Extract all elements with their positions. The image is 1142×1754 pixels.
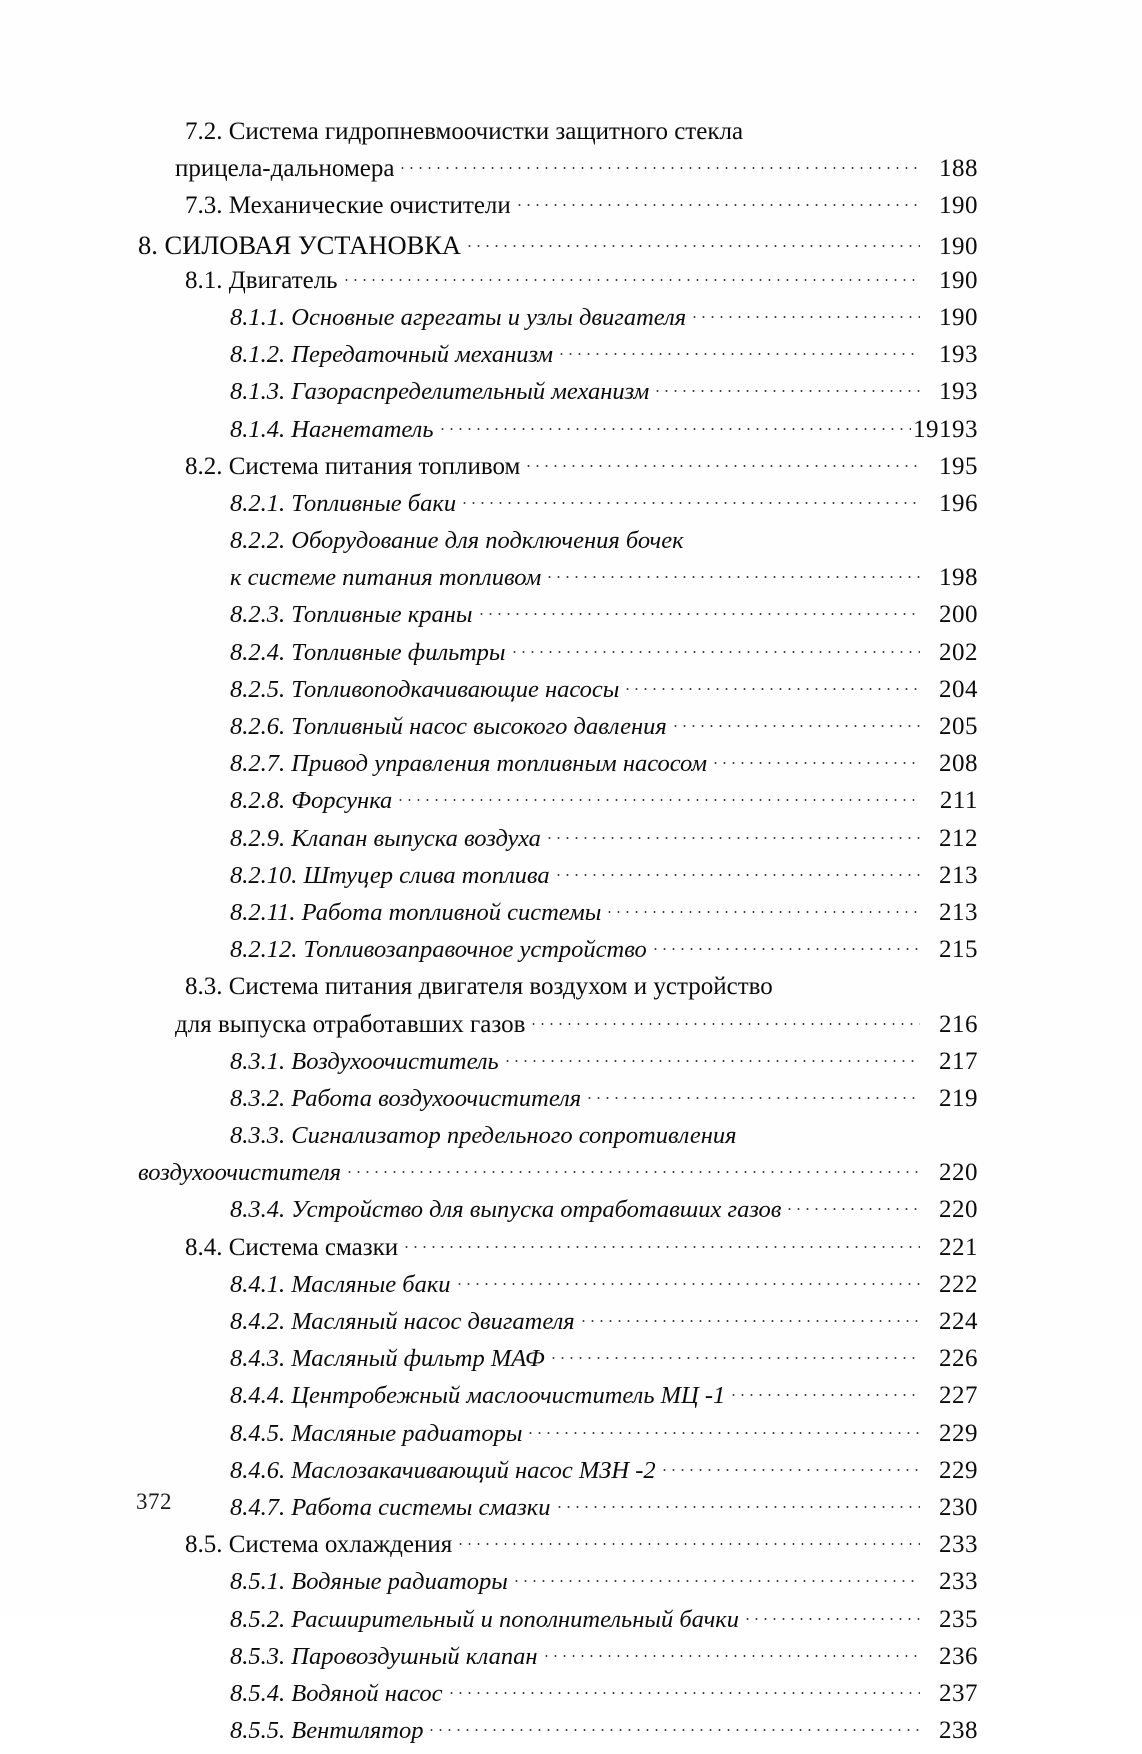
- toc-entry-label: 8.4.4. Центробежный маслоочиститель МЦ -1: [230, 1382, 726, 1410]
- toc-entry-label: 8.4.3. Масляный фильтр МАФ: [230, 1345, 545, 1373]
- toc-entry-page-number: 226: [939, 1345, 978, 1373]
- toc-entry-page-number: 208: [939, 750, 978, 778]
- toc-entry[interactable]: [138, 1196, 978, 1233]
- toc-entry-label: 7.3. Механические очистители: [185, 192, 511, 220]
- toc-entry[interactable]: [138, 527, 978, 564]
- toc-dot-leader: [545, 830, 920, 846]
- toc-entry-label: 8.4.5. Масляные радиаторы: [230, 1419, 523, 1447]
- toc-entry[interactable]: [138, 1048, 978, 1085]
- toc-entry-label: 8.2.2. Оборудование для подключения бочек: [230, 527, 684, 555]
- toc-entry-label: для выпуска отработавших газов: [175, 1010, 526, 1038]
- toc-entry-page-number: 193: [939, 378, 978, 406]
- toc-dot-leader: [503, 1053, 920, 1069]
- toc-entry-label: 8.2.5. Топливоподкачивающие насосы: [230, 675, 620, 703]
- toc-entry-label: 8.3.3. Сигнализатор предельного сопротивления: [230, 1122, 737, 1150]
- toc-entry[interactable]: [138, 1122, 978, 1159]
- toc-entry[interactable]: [138, 304, 978, 341]
- footer-page-number: 372: [136, 1489, 172, 1514]
- toc-dot-leader: [398, 160, 920, 176]
- toc-entry-label: 8.2.8. Форсунка: [230, 787, 393, 815]
- toc-entry-label: 8.5.3. Паровоздушный клапан: [230, 1642, 538, 1670]
- toc-dot-leader: [477, 606, 920, 622]
- toc-entry-label: 8.2.9. Клапан выпуска воздуха: [230, 824, 541, 852]
- toc-dot-leader: [545, 569, 920, 585]
- toc-entry-page-number: 219: [939, 1084, 978, 1112]
- toc-dot-leader: [427, 1722, 920, 1738]
- toc-entry-label: 8.2.10. Штуцер слива топлива: [230, 861, 550, 889]
- toc-entry-label: 8.5.5. Вентилятор: [230, 1717, 424, 1745]
- toc-dot-leader: [345, 1164, 920, 1180]
- toc-dot-leader: [743, 1611, 920, 1627]
- toc-entry[interactable]: [138, 155, 978, 192]
- toc-entry-label: 8.5.1. Водяные радиаторы: [230, 1568, 508, 1596]
- toc-entry-page-number: 237: [939, 1679, 978, 1707]
- toc-entry-label: 8.1.3. Газораспределительный механизм: [230, 378, 650, 406]
- toc-entry-label: 8.2.6. Топливный насос высокого давления: [230, 713, 667, 740]
- toc-entry[interactable]: [138, 1494, 978, 1531]
- toc-entry[interactable]: [138, 1643, 978, 1680]
- toc-dot-leader: [396, 792, 920, 808]
- toc-entry[interactable]: [138, 378, 978, 415]
- toc-entry[interactable]: [138, 936, 978, 973]
- toc-entry-page-number: 202: [939, 638, 978, 666]
- toc-dot-leader: [741, 1127, 920, 1143]
- toc-entry[interactable]: [138, 267, 978, 304]
- toc-entry-page-number: 236: [939, 1642, 978, 1670]
- toc-dot-leader: [653, 383, 920, 399]
- toc-entry-label: воздухоочистителя: [138, 1159, 342, 1187]
- toc-entry[interactable]: [138, 1345, 978, 1382]
- toc-dot-leader: [555, 1499, 921, 1515]
- toc-entry[interactable]: [138, 453, 978, 490]
- toc-entry-label: 8.1. Двигатель: [185, 266, 338, 294]
- toc-entry-page-number: 216: [939, 1010, 978, 1038]
- toc-entry[interactable]: [138, 1420, 978, 1457]
- toc-entry-label: 7.2. Система гидропневмоочистки защитного стекла: [185, 118, 744, 145]
- toc-entry[interactable]: [138, 490, 978, 527]
- toc-entry-page-number: 221: [939, 1233, 978, 1261]
- toc-entry-page-number: 190: [939, 303, 978, 331]
- toc-entry-label: 8.3. Система питания двигателя воздухом и устройство: [185, 973, 773, 1001]
- toc-entry-page-number: 190: [939, 232, 978, 260]
- toc-dot-leader: [549, 1350, 920, 1366]
- toc-entry-page-number: 213: [939, 898, 978, 926]
- toc-entry-label: 8.1.1. Основные агрегаты и узлы двигателя: [230, 303, 687, 331]
- toc-entry[interactable]: [138, 787, 978, 824]
- toc-entry-page-number: 230: [939, 1493, 978, 1521]
- toc-entry-page-number: 229: [939, 1456, 978, 1484]
- toc-entry[interactable]: [138, 341, 978, 378]
- toc-entry[interactable]: [138, 1011, 978, 1048]
- toc-entry[interactable]: [138, 1680, 978, 1717]
- toc-dot-leader: [605, 904, 920, 920]
- toc-dot-leader: [660, 1462, 920, 1478]
- toc-entry-label: 8. СИЛОВАЯ УСТАНОВКА: [138, 229, 462, 260]
- toc-dot-leader: [524, 458, 920, 474]
- toc-entry-label: 8.2.4. Топливные фильтры: [230, 638, 506, 666]
- toc-entry[interactable]: [138, 230, 978, 267]
- toc-entry[interactable]: [138, 862, 978, 899]
- toc-entry-page-number: 215: [939, 936, 978, 964]
- toc-entry[interactable]: [138, 713, 978, 750]
- toc-dot-leader: [777, 978, 920, 994]
- toc-entry-page-number: 205: [939, 713, 978, 740]
- toc-entry[interactable]: [138, 1271, 978, 1308]
- toc-entry[interactable]: [138, 118, 978, 155]
- toc-entry[interactable]: [138, 1308, 978, 1345]
- toc-entry[interactable]: [138, 601, 978, 638]
- toc-entry[interactable]: [138, 1568, 978, 1605]
- toc-entry-label: 8.1.2. Передаточный механизм: [230, 341, 554, 369]
- toc-dot-leader: [747, 123, 920, 139]
- toc-entry-page-number: 220: [939, 1196, 978, 1224]
- toc-entry-label: 8.1.4. Нагнетатель: [230, 415, 434, 443]
- toc-entry-page-number: 235: [939, 1605, 978, 1633]
- toc-entry[interactable]: [138, 1234, 978, 1271]
- toc-entry-page-number: 212: [939, 824, 978, 852]
- toc-entry[interactable]: [138, 1382, 978, 1419]
- toc-dot-leader: [729, 1387, 920, 1403]
- toc-entry-label: 8.4.7. Работа системы смазки: [230, 1493, 551, 1521]
- toc-dot-leader: [688, 532, 920, 548]
- toc-entry-page-number: 190: [939, 192, 978, 220]
- toc-dot-leader: [651, 941, 920, 957]
- toc-dot-leader: [460, 495, 920, 511]
- toc-entry-page-number: 233: [939, 1531, 978, 1559]
- toc-entry-label: 8.2.1. Топливные баки: [230, 489, 457, 517]
- toc-entry-page-number: 188: [939, 155, 978, 183]
- toc-entry-page-number: 190: [939, 266, 978, 294]
- toc-entry-label: 8.4.6. Маслозакачивающий насос МЗН -2: [230, 1456, 656, 1484]
- toc-entry[interactable]: [138, 825, 978, 862]
- toc-entry-label: 8.3.4. Устройство для выпуска отработавших газов: [230, 1196, 782, 1224]
- toc-dot-leader: [342, 272, 920, 288]
- toc-entry-page-number: 211: [939, 787, 978, 815]
- toc-entry-page-number: 19193: [913, 415, 978, 443]
- toc-dot-leader: [711, 755, 920, 771]
- toc-dot-leader: [512, 1573, 920, 1589]
- toc-entry[interactable]: [138, 192, 978, 229]
- toc-entry[interactable]: [138, 639, 978, 676]
- toc-entry[interactable]: [138, 750, 978, 787]
- toc-entry-page-number: 238: [939, 1717, 978, 1745]
- toc-entry-label: к системе питания топливом: [230, 564, 542, 592]
- toc-entry-page-number: 213: [939, 861, 978, 889]
- toc-entry[interactable]: [138, 1457, 978, 1494]
- toc-dot-leader: [526, 1425, 920, 1441]
- toc-entry-page-number: 222: [939, 1270, 978, 1298]
- toc-dot-leader: [579, 1313, 920, 1329]
- toc-entry[interactable]: [138, 899, 978, 936]
- toc-entry-label: 8.3.2. Работа воздухоочистителя: [230, 1084, 582, 1112]
- toc-dot-leader: [455, 1276, 920, 1292]
- toc-dot-leader: [515, 197, 920, 213]
- toc-entry-page-number: 224: [939, 1308, 978, 1335]
- toc-dot-leader: [456, 1536, 920, 1552]
- toc-entry-page-number: 193: [939, 341, 978, 369]
- toc-entry-label: 8.5.2. Расширительный и пополнительный бачки: [230, 1605, 739, 1633]
- toc-dot-leader: [529, 1016, 920, 1032]
- toc-entry-label: 8.2.11. Работа топливной системы: [230, 898, 602, 926]
- toc-entry-page-number: 200: [939, 601, 978, 629]
- toc-entry-page-number: 227: [939, 1382, 978, 1410]
- toc-dot-leader: [554, 867, 920, 883]
- toc-entry-page-number: 229: [939, 1419, 978, 1447]
- toc-dot-leader: [402, 1239, 920, 1255]
- toc-entry-page-number: 196: [939, 489, 978, 517]
- toc-entry-page-number: 217: [939, 1047, 978, 1075]
- toc-entry-label: прицела-дальномера: [175, 155, 395, 183]
- toc-entry-page-number: 233: [939, 1568, 978, 1596]
- toc-entry-label: 8.4.1. Масляные баки: [230, 1270, 451, 1298]
- toc-entry[interactable]: [138, 564, 978, 601]
- toc-entry-label: 8.5. Система охлаждения: [185, 1531, 453, 1559]
- toc-entry-page-number: 198: [939, 564, 978, 592]
- toc-entry-label: 8.2.12. Топливозаправочное устройство: [230, 936, 647, 964]
- toc-entry-label: 8.3.1. Воздухоочиститель: [230, 1047, 499, 1075]
- toc-entry[interactable]: [138, 973, 978, 1010]
- toc-dot-leader: [557, 346, 920, 362]
- toc-dot-leader: [623, 681, 920, 697]
- toc-entry-label: 8.4. Система смазки: [185, 1233, 399, 1261]
- toc-entry[interactable]: [138, 416, 978, 453]
- toc-entry-label: 8.4.2. Масляный насос двигателя: [230, 1308, 575, 1335]
- toc-entry[interactable]: [138, 1606, 978, 1643]
- toc-entry-label: 8.2.7. Привод управления топливным насосом: [230, 750, 707, 778]
- toc-dot-leader: [671, 718, 920, 734]
- toc-entry[interactable]: [138, 1531, 978, 1568]
- toc-entry-label: 8.2. Система питания топливом: [185, 452, 521, 480]
- toc-entry-page-number: 195: [939, 452, 978, 480]
- toc-dot-leader: [542, 1648, 920, 1664]
- toc-entry[interactable]: [138, 1159, 978, 1196]
- toc-entry-page-number: 204: [939, 675, 978, 703]
- toc-entry-label: 8.5.4. Водяной насос: [230, 1679, 443, 1707]
- toc-entry-label: 8.2.3. Топливные краны: [230, 601, 473, 629]
- toc-entry[interactable]: [138, 1717, 978, 1754]
- toc-dot-leader: [690, 309, 920, 325]
- toc-dot-leader: [585, 1090, 920, 1106]
- toc-dot-leader: [510, 644, 921, 660]
- toc-dot-leader: [785, 1201, 920, 1217]
- toc-entry-page-number: 220: [939, 1159, 978, 1187]
- toc-dot-leader: [438, 421, 912, 437]
- toc-dot-leader: [447, 1685, 921, 1701]
- toc-entry[interactable]: [138, 1085, 978, 1122]
- toc-dot-leader: [465, 238, 920, 254]
- toc-entry[interactable]: [138, 676, 978, 713]
